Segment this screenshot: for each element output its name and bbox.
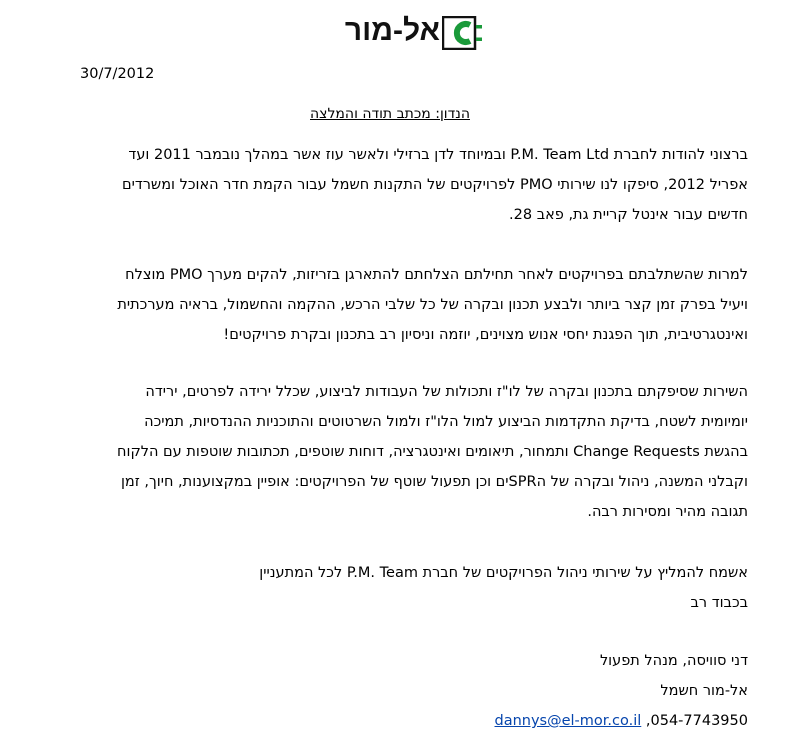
- contact-separator: ,: [641, 713, 651, 729]
- contact-line: [66, 706, 748, 736]
- logo-mark-icon: [442, 16, 484, 50]
- logo-text: אל-מור: [344, 14, 440, 47]
- phone-number: 054-7743950: [650, 713, 748, 729]
- paragraph-line: אפריל 2012, סיפקו לנו שירותי PMO לפרויקטים של התקנות חשמל עבור הקמת חדר האוכל ומשרדים: [121, 177, 748, 193]
- paragraph-line: ואינטגרטיבית, תוך הפגנת יחסי אנוש מצוינים, יוזמה וניסיון רב בתכנון ובקרת פרויקטים!: [223, 327, 748, 343]
- paragraph-3: [66, 377, 748, 527]
- paragraph-line: יומיומית לשטח, בדיקת התקדמות הביצוע למול הלו"ז ולמול השרטוטים והתוכניות ההנדסיות, תמיכה: [144, 414, 748, 430]
- paragraph-line: וקבלני המשנה, ניהול ובקרה של הSPRים וכן תפעול שוטף של הפרויקטים: אופיין במקצוענות, חיוך, זמן: [120, 474, 748, 490]
- paragraph-line: למרות שהשתלבתם בפרויקטים לאחר תחילתם הצלחתם להתארגן בזריזות, להקים מערך PMO מוצלח: [125, 267, 748, 283]
- email-link[interactable]: dannys@el-mor.co.il: [494, 713, 642, 729]
- paragraph-2: [66, 260, 748, 350]
- company-logo: [340, 10, 485, 56]
- paragraph-line: תגובה מהיר ומסירות רבה.: [587, 504, 748, 520]
- paragraph-line: בהגשת Change Requests ותמחור, תיאומים ואינטגרציה, דוחות שוטפים, תכתובות שוטפות עם הלקוח: [117, 444, 748, 460]
- signature-block: [66, 646, 748, 736]
- letter-date: 30/7/2012: [80, 66, 155, 82]
- paragraph-line: אשמח להמליץ על שירותי ניהול הפרויקטים של חברת P.M. Team לכל המתעניין: [259, 565, 748, 581]
- signer-company: אל-מור חשמל: [660, 683, 748, 699]
- subject-text: הנדון: מכתב תודה והמלצה: [310, 106, 470, 122]
- paragraph-line: ויעיל בפרק זמן קצר ביותר ולבצע תכנון ובקרה של כל שלבי הרכש, ההקמה והחשמול, בראיה מערכתית: [117, 297, 748, 313]
- paragraph-1: [66, 140, 748, 230]
- paragraph-line: ברצוני להודות לחברת P.M. Team Ltd ובמיוחד לדן ברזילי ולאשר עוז אשר במהלך נובמבר 2011 ועד: [128, 147, 748, 163]
- closing-greeting: בכבוד רב: [690, 595, 748, 611]
- paragraph-line: השירות שסיפקתם בתכנון ובקרה של לו"ז ותכולות של העבודות לביצוע, שכלל ירידה לפרטים, ירידה: [145, 384, 748, 400]
- paragraph-line: חדשים עבור אינטל קריית גת, פאב 28.: [509, 207, 748, 223]
- signer-name: דני סוויסה, מנהל תפעול: [599, 653, 748, 669]
- letter-subject: [260, 106, 520, 122]
- closing-paragraph: [66, 558, 748, 618]
